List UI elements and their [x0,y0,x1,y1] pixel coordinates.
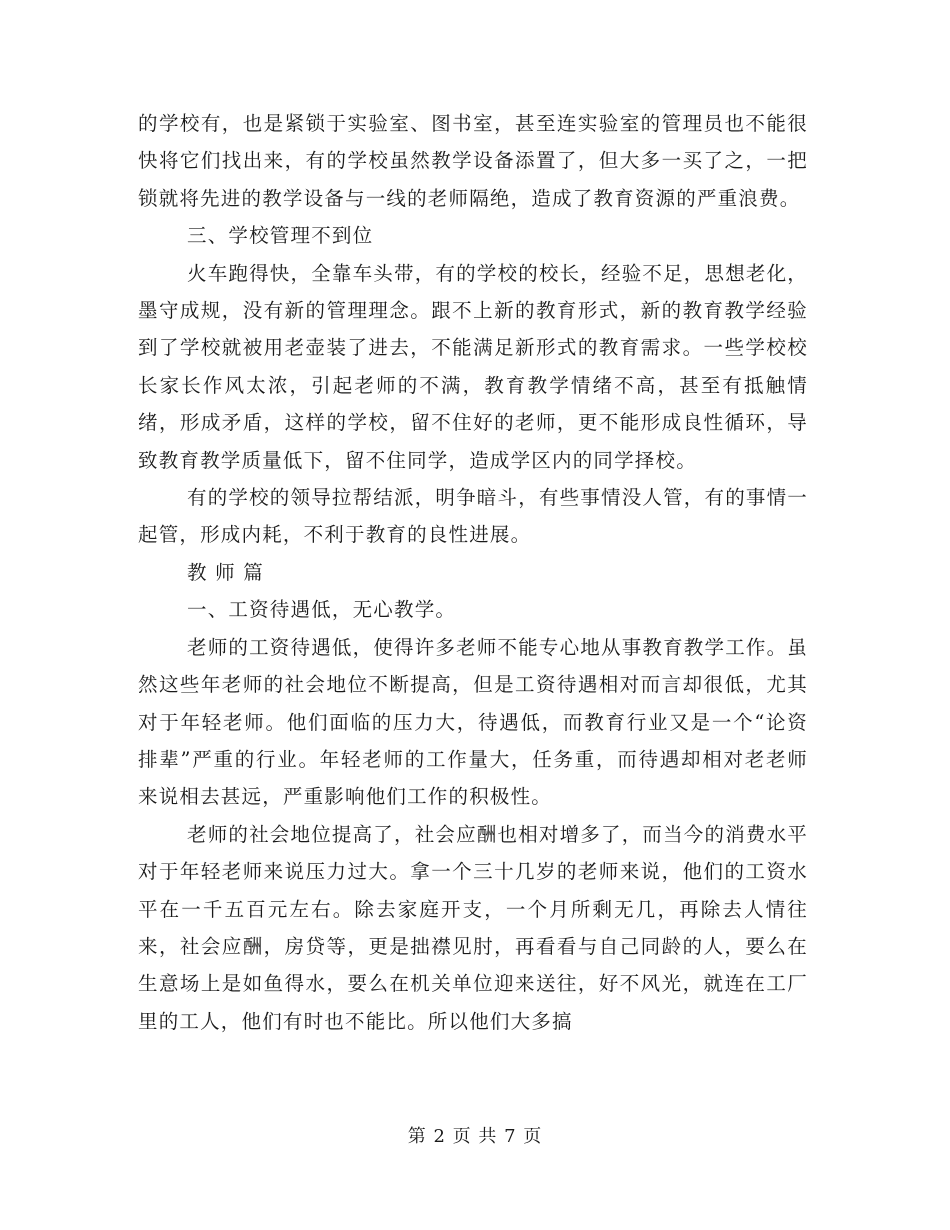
section-heading-school-management: 三、学校管理不到位 [187,224,374,248]
page-number-footer: 第 2 页 共 7 页 [407,1126,543,1147]
paragraph-principal-leadership: 火车跑得快，全靠车头带，有的学校的校长，经验不足，思想老化，墨守成规，没有新的管理理念。跟不上新的教育形式，新的教育教学经验到了学校就被用老壶装了进去，不能满足新形式的教育需求。一些学校校长家长作风太浓，引起老师的不满，教育教学情绪不高，甚至有抵触情绪，形成矛盾，这样的学校，留不住好的老师，更不能形成良性循环，导致教育教学质量低下，留不住同学，造成学区内的同学择校。 [138,261,809,472]
paragraph-social-pressure: 老师的社会地位提高了，社会应酬也相对增多了，而当今的消费水平对于年轻老师来说压力过大。拿一个三十几岁的老师来说，他们的工资水平在一千五百元左右。除去家庭开支，一个月所剩无几，再除去人情往来，社会应酬，房贷等，更是拙襟见肘，再看看与自己同龄的人，要么在生意场上是如鱼得水，要么在机关单位迎来送往，好不风光，就连在工厂里的工人，他们有时也不能比。所以他们大多搞 [138,822,809,1033]
section-heading-teachers: 教 师 篇 [187,560,264,584]
paragraph-salary-treatment: 老师的工资待遇低，使得许多老师不能专心地从事教育教学工作。虽然这些年老师的社会地位不断提高，但是工资待遇相对而言却很低，尤其对于年轻老师。他们面临的压力大，待遇低，而教育行业又是一个“论资排辈”严重的行业。年轻老师的工作量大，任务重，而待遇却相对老老师来说相去甚远，严重影响他们工作的积极性。 [138,635,809,809]
paragraph-continuation: 的学校有，也是紧锁于实验室、图书室，甚至连实验室的管理员也不能很快将它们找出来，有的学校虽然教学设备添置了，但大多一买了之，一把锁就将先进的教学设备与一线的老师隔绝，造成了教育资源的严重浪费。 [138,112,808,210]
document-body [138,105,808,1040]
subheading-low-salary: 一、工资待遇低，无心教学。 [187,598,457,622]
paragraph-leadership-factions: 有的学校的领导拉帮结派，明争暗斗，有些事情没人管，有的事情一起管，形成内耗，不利于教育的良性进展。 [138,486,809,547]
